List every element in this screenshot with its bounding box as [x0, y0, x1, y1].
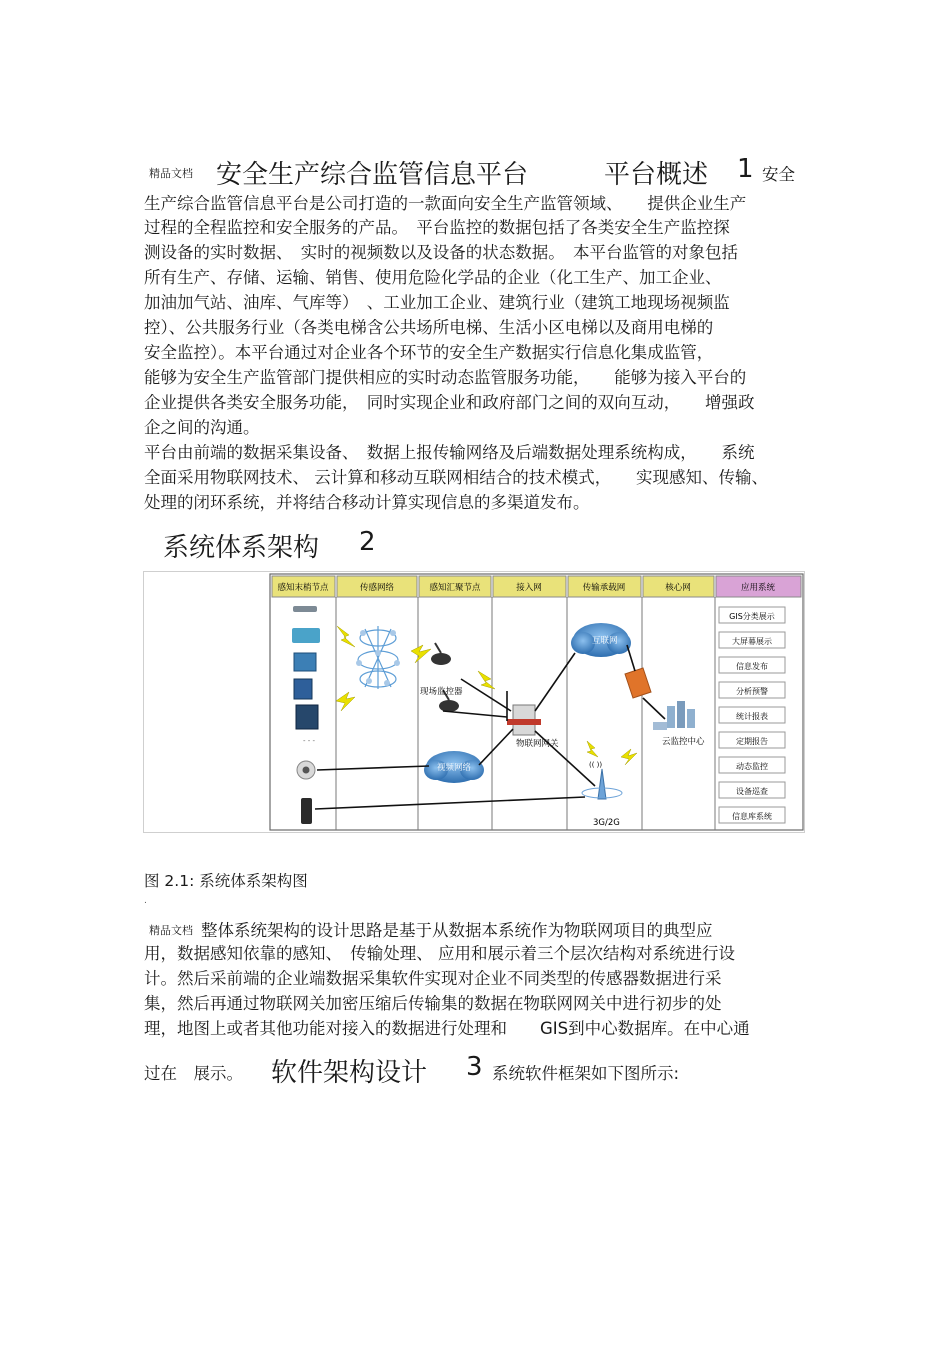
header-label: 感知汇聚节点 — [429, 583, 481, 593]
section-number-2: 2 — [359, 527, 376, 557]
text-line: 过在 展示。 — [144, 1064, 243, 1083]
sensor-icon — [294, 679, 312, 699]
text-line: 所有生产、存储、运输、销售、使用危险化学品的企业（化工生产、加工企业、 — [144, 268, 722, 287]
architecture-figure — [143, 571, 805, 833]
text-line: 整体系统架构的设计思路是基于从数据本系统作为物联网项目的典型应 — [201, 921, 713, 940]
text-line: 用，数据感知依靠的感知、 传输处理、 应用和展示着三个层次结构对系统进行设 — [144, 944, 735, 963]
text-line: 加油加气站、油库、气库等） 、工业加工企业、建筑行业（建筑工地现场视频监 — [144, 293, 730, 312]
cloud-label: 互联网 — [592, 636, 618, 646]
header-label: 应用系统 — [740, 583, 776, 593]
text-line: 安全监控）。本平台通过对企业各个环节的安全生产数据实行信息化集成监管， — [144, 343, 714, 362]
text-line: 计。然后采前端的企业端数据采集软件实现对企业不同类型的传感器数据进行采 — [144, 969, 722, 988]
header-label: 传输承载网 — [582, 583, 626, 593]
mobile-label: 3G/2G — [593, 818, 620, 828]
header-label: 感知末梢节点 — [277, 583, 329, 593]
text-line: 集，然后再通过物联网关加密压缩后传输集的数据在物联网网关中进行初步的处 — [144, 994, 722, 1013]
section-heading-overview: 平台概述 — [604, 160, 709, 190]
text-line: 全面采用物联网技术、 云计算和移动互联网相结合的技术模式， 实现感知、传输、 — [144, 468, 768, 487]
section-number-3: 3 — [466, 1052, 483, 1082]
header-label: 接入网 — [516, 583, 542, 593]
text-line: 处理的闭环系统，并将结合移动计算实现信息的多渠道发布。 — [144, 493, 590, 512]
architecture-diagram — [143, 571, 805, 833]
app-label: 动态监控 — [736, 762, 768, 771]
text-line: 系统软件框架如下图所示: — [492, 1064, 680, 1083]
column-headers — [272, 576, 801, 597]
tower-waves: (( )) — [589, 761, 603, 769]
server-icon — [667, 706, 675, 728]
section-heading-software: 软件架构设计 — [271, 1058, 428, 1088]
text-line: 理，地图上或者其他功能对接入的数据进行处理和 GIS到中心数据库。在中心通 — [144, 1019, 750, 1038]
collector-label: 现场监控器 — [420, 687, 463, 697]
doc-tag: 精品文档 — [149, 167, 193, 180]
sensor-icon — [293, 606, 317, 612]
section-heading-architecture: 系统体系架构 — [163, 533, 320, 563]
text-line: 生产综合监管信息平台是公司打造的一款面向安全生产监管领域、 提供企业生产 — [144, 194, 747, 213]
header-label: 核心网 — [665, 583, 691, 593]
collector-icon — [431, 653, 451, 665]
header-label: 传感网络 — [359, 583, 395, 593]
text-line: 控）、公共服务行业（各类电梯含公共场所电梯、生活小区电梯以及商用电梯的 — [144, 318, 714, 337]
app-list — [719, 607, 785, 823]
app-label: 设备巡查 — [736, 787, 768, 796]
text-line: 平台由前端的数据采集设备、 数据上报传输网络及后端数据处理系统构成， 系统 — [144, 443, 755, 462]
app-label: 信息库系统 — [732, 812, 772, 821]
page-title: 安全生产综合监管信息平台 — [216, 160, 529, 190]
ellipsis-text: - - - — [303, 737, 316, 745]
collector-icon — [439, 700, 459, 712]
center-label: 云监控中心 — [662, 737, 705, 747]
sensor-icon — [296, 705, 318, 729]
phone-icon — [301, 798, 312, 824]
section-number-1: 1 — [737, 154, 754, 184]
sensor-icon — [294, 653, 316, 671]
text-line: 测设备的实时数据、 实时的视频数以及设备的状态数据。 本平台监管的对象包括 — [144, 243, 738, 262]
stray-dot: . — [144, 896, 147, 906]
lead-in-text: 安全 — [762, 165, 795, 184]
text-line: 能够为安全生产监管部门提供相应的实时动态监管服务功能， 能够为接入平台的 — [144, 368, 747, 387]
text-line: 过程的全程监控和安全服务的产品。 平台监控的数据包括了各类安全生产监控探 — [144, 218, 730, 237]
sensor-icon — [292, 628, 320, 643]
figure-caption: 图 2.1: 系统体系架构图 — [144, 872, 308, 890]
text-line: 企之间的沟通。 — [144, 418, 260, 437]
gateway-label: 物联网网关 — [516, 739, 559, 749]
app-label: 信息发布 — [736, 662, 768, 671]
app-label: 定期报告 — [736, 737, 768, 746]
cloud-label: 视频网络 — [437, 763, 472, 773]
app-label: 统计报表 — [736, 712, 768, 721]
app-label: 分析预警 — [736, 687, 768, 696]
app-label: 大屏幕展示 — [732, 637, 772, 646]
app-label: GIS分类展示 — [729, 612, 775, 621]
doc-tag: 精品文档 — [149, 924, 193, 937]
text-line: 企业提供各类安全服务功能， 同时实现企业和政府部门之间的双向互动， 增强政 — [144, 393, 755, 412]
